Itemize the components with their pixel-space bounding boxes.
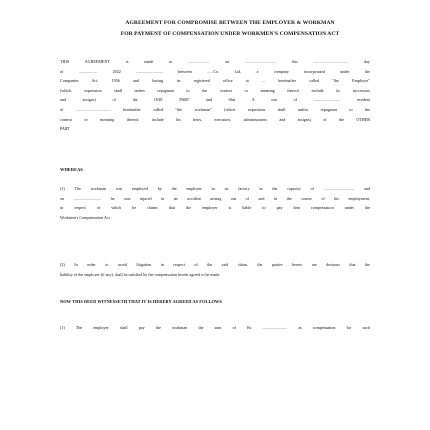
document-title: AGREEMENT FOR COMPROMISE BETWEEN THE EMPLOYER & WORKMAN [125,20,335,26]
recital-line: on ........................... he was injured in an accident arising out of and in the course of his employment, [60,196,370,201]
witnesseth-heading: NOW THIS DEED WITNESSETH THAT IT IS HEREBY AGREED AS FOLLOWS [60,299,222,304]
recital-line: (1) The workman was employed by the employer in its factory in the capacity of .............................. and [60,186,370,191]
whereas-heading: WHEREAS [60,167,83,172]
document-subtitle: FOR PAYMENT OF COMPENSATION UNDER WORKMEN'S COMPENSATION ACT [120,31,340,37]
clause-1: (1) The employer shall pay the workman the sum of Rs ........................ as compensation for such [60,325,370,330]
paragraph-line: Companies Act, 1956 and having its registered office at ... hereinafter called "the Employer" [60,78,370,83]
recital-line: in respect of which he claims that the employer is liable to pay him compensation under the [60,205,370,210]
recital-line: Workmen's Compensation Act [60,215,110,220]
paragraph-line: PART [60,126,70,131]
paragraph-line: (which expression shall unless repugnant to the context or meaning thereof include its successors [60,88,370,93]
paragraph-line: and assigns) of the ONE PART and Shri A son of .......................... resident [60,97,370,102]
recital-line: (2) In order to avoid litigation in respect of the said claim, the parties hereto are desirous that the [60,262,370,267]
paragraph-line: of .................................. hereinafter called "the workman" (which expression shall unless repugnant to the [60,107,370,112]
recital-line: liability of the employer (if any), shall be satisfied by the compensation herein agreed to be made. [60,272,221,277]
paragraph-line: of .................. 2022 .......................... between ......Co. Ltd, a company incorporated under the [60,69,370,74]
paragraph-line: context or meaning thereof, include his heirs, executors, administrators and assigns) of the OTHER [60,117,370,122]
paragraph-line: THIS AGREEMENT is made at ..................... on .............................. this .................................. day [60,59,370,64]
